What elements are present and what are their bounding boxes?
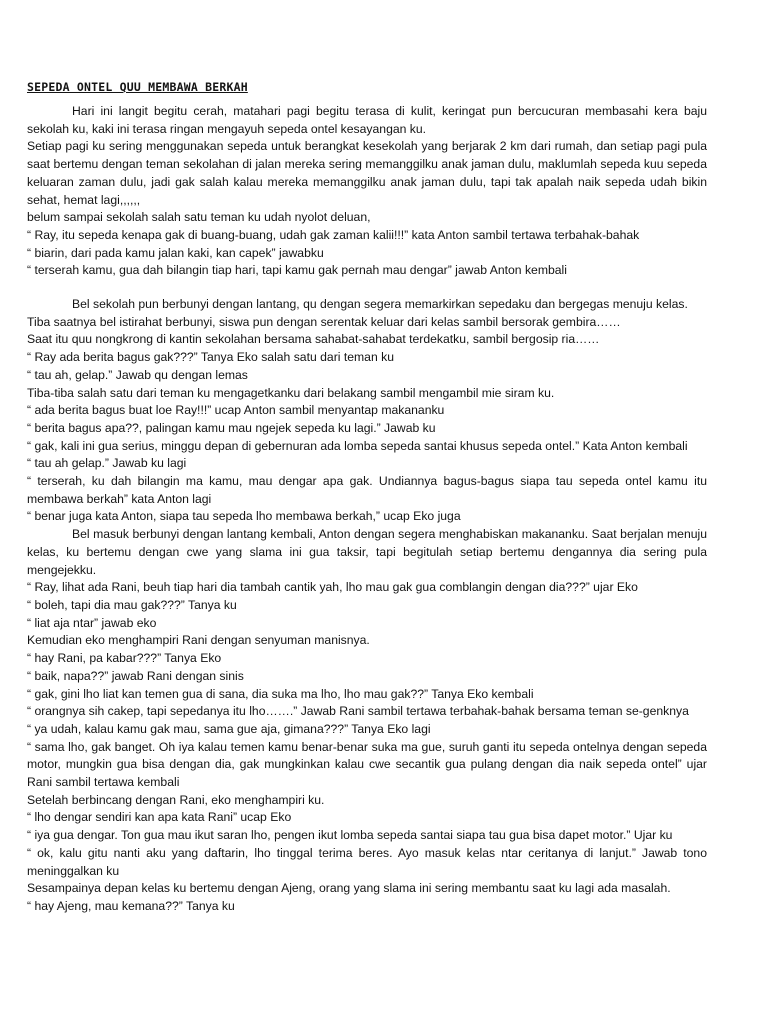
dialogue-line: “ terserah, ku dah bilangin ma kamu, mau dengar apa gak. Undiannya bagus-bagus siapa tau sepeda ontel kamu itu membawa berkah” kata Anton lagi [27, 474, 707, 506]
paragraph: Setiap pagi ku sering menggunakan sepeda untuk berangkat kesekolah yang berjarak 2 km dari rumah, dan setiap pagi pula saat bertemu dengan teman sekolahan di jalan mereka sering memanggilku anak jaman dulu, maklumlah sepeda kuu sepeda keluaran zaman dulu, jadi gak salah kalau mereka memanggilku anak jaman dulu, tapi tak apalah naik sepeda udah bikin sehat, hemat lagi,,,,,, [27, 139, 707, 207]
dialogue-line: “ gak, gini lho liat kan temen gua di sana, dia suka ma lho, lho mau gak??” Tanya Eko kembali [27, 686, 534, 701]
dialogue-line: “ orangnya sih cakep, tapi sepedanya itu lho…….” Jawab Rani sambil tertawa terbahak-bahak bersama teman se-genknya [27, 704, 689, 719]
dialogue-line: “ baik, napa??” jawab Rani dengan sinis [27, 668, 244, 683]
paragraph: belum sampai sekolah salah satu teman ku udah nyolot deluan, [27, 210, 371, 225]
dialogue-line: “ gak, kali ini gua serius, minggu depan di gebernuran ada lomba sepeda santai khusus sepeda ontel.” Kata Anton kembali [27, 438, 688, 453]
dialogue-line: “ hay Ajeng, mau kemana??” Tanya ku [27, 898, 235, 913]
dialogue-line: “ hay Rani, pa kabar???” Tanya Eko [27, 651, 222, 666]
document-title: SEPEDA ONTEL QUU MEMBAWA BERKAH [27, 80, 248, 94]
paragraph: Saat itu quu nongkrong di kantin sekolahan bersama sahabat-sahabat terdekatku, sambil bergosip ria…… [27, 332, 600, 347]
dialogue-line: “ boleh, tapi dia mau gak???” Tanya ku [27, 597, 237, 612]
dialogue-line: “ tau ah, gelap.” Jawab qu dengan lemas [27, 367, 248, 382]
dialogue-line: “ ya udah, kalau kamu gak mau, sama gue aja, gimana???” Tanya Eko lagi [27, 721, 431, 736]
paragraph: Tiba saatnya bel istirahat berbunyi, siswa pun dengan serentak keluar dari kelas sambil bersorak gembira…… [27, 314, 621, 329]
dialogue-line: “ terserah kamu, gua dah bilangin tiap hari, tapi kamu gak pernah mau dengar” jawab Anton kembali [27, 263, 567, 278]
dialogue-line: “ ada berita bagus buat loe Ray!!!” ucap Anton sambil menyantap makananku [27, 403, 445, 418]
dialogue-line: “ Ray ada berita bagus gak???” Tanya Eko salah satu dari teman ku [27, 350, 394, 365]
paragraph: Setelah berbincang dengan Rani, eko menghampiri ku. [27, 792, 325, 807]
paragraph: Tiba-tiba salah satu dari teman ku mengagetkanku dari belakang sambil mengambil mie siram ku. [27, 385, 555, 400]
paragraph: Sesampainya depan kelas ku bertemu dengan Ajeng, orang yang slama ini sering membantu saat ku lagi ada masalah. [27, 881, 671, 896]
dialogue-line: “ Ray, itu sepeda kenapa gak di buang-buang, udah gak zaman kalii!!!” kata Anton sambil tertawa terbahak-bahak [27, 227, 640, 242]
paragraph: Hari ini langit begitu cerah, matahari pagi begitu terasa di kulit, keringat pun bercucuran membasahi kera baju sekolah ku, kaki ini terasa ringan mengayuh sepeda ontel kesayangan ku. [27, 104, 707, 136]
dialogue-line: “ sama lho, gak banget. Oh iya kalau temen kamu benar-benar suka ma gue, suruh ganti itu sepeda ontelnya dengan sepeda motor, mungkin gua bisa dengan dia, gak mungkinkan kalau cwe secantik gua pulang dengan dia naik sepeda ontel” ujar Rani sambil tertawa kembali [27, 739, 707, 790]
paragraph: Bel sekolah pun berbunyi dengan lantang, qu dengan segera memarkirkan sepedaku dan bergegas menuju kelas. [72, 297, 688, 312]
dialogue-line: “ benar juga kata Anton, siapa tau sepeda lho membawa berkah,” ucap Eko juga [27, 509, 461, 524]
dialogue-line: “ tau ah gelap.” Jawab ku lagi [27, 456, 187, 471]
dialogue-line: “ liat aja ntar” jawab eko [27, 615, 157, 630]
paragraph: Bel masuk berbunyi dengan lantang kembali, Anton dengan segera menghabiskan makananku. Saat berjalan menuju kelas, ku bertemu dengan cwe yang slama ini gua taksir, tapi begitulah setiap bertemu dengannya dia sering pula mengejekku. [27, 527, 707, 577]
dialogue-line: “ ok, kalu gitu nanti aku yang daftarin, lho tinggal terima beres. Ayo masuk kelas ntar ceritanya di lanjut.” Jawab tono meninggalkan ku [27, 845, 707, 878]
dialogue-line: “ berita bagus apa??, palingan kamu mau ngejek sepeda ku lagi.” Jawab ku [27, 420, 436, 435]
section-gap [27, 280, 707, 296]
paragraph: Kemudian eko menghampiri Rani dengan senyuman manisnya. [27, 633, 370, 648]
dialogue-line: “ Ray, lihat ada Rani, beuh tiap hari dia tambah cantik yah, lho mau gak gua comblangin dengan dia???” ujar Eko [27, 580, 638, 595]
dialogue-line: “ lho dengar sendiri kan apa kata Rani” ucap Eko [27, 810, 292, 825]
document-page [27, 78, 707, 916]
dialogue-line: “ iya gua dengar. Ton gua mau ikut saran lho, pengen ikut lomba sepeda santai siapa tau gua bisa dapet motor.” Ujar ku [27, 828, 673, 843]
dialogue-line: “ biarin, dari pada kamu jalan kaki, kan capek” jawabku [27, 245, 324, 260]
